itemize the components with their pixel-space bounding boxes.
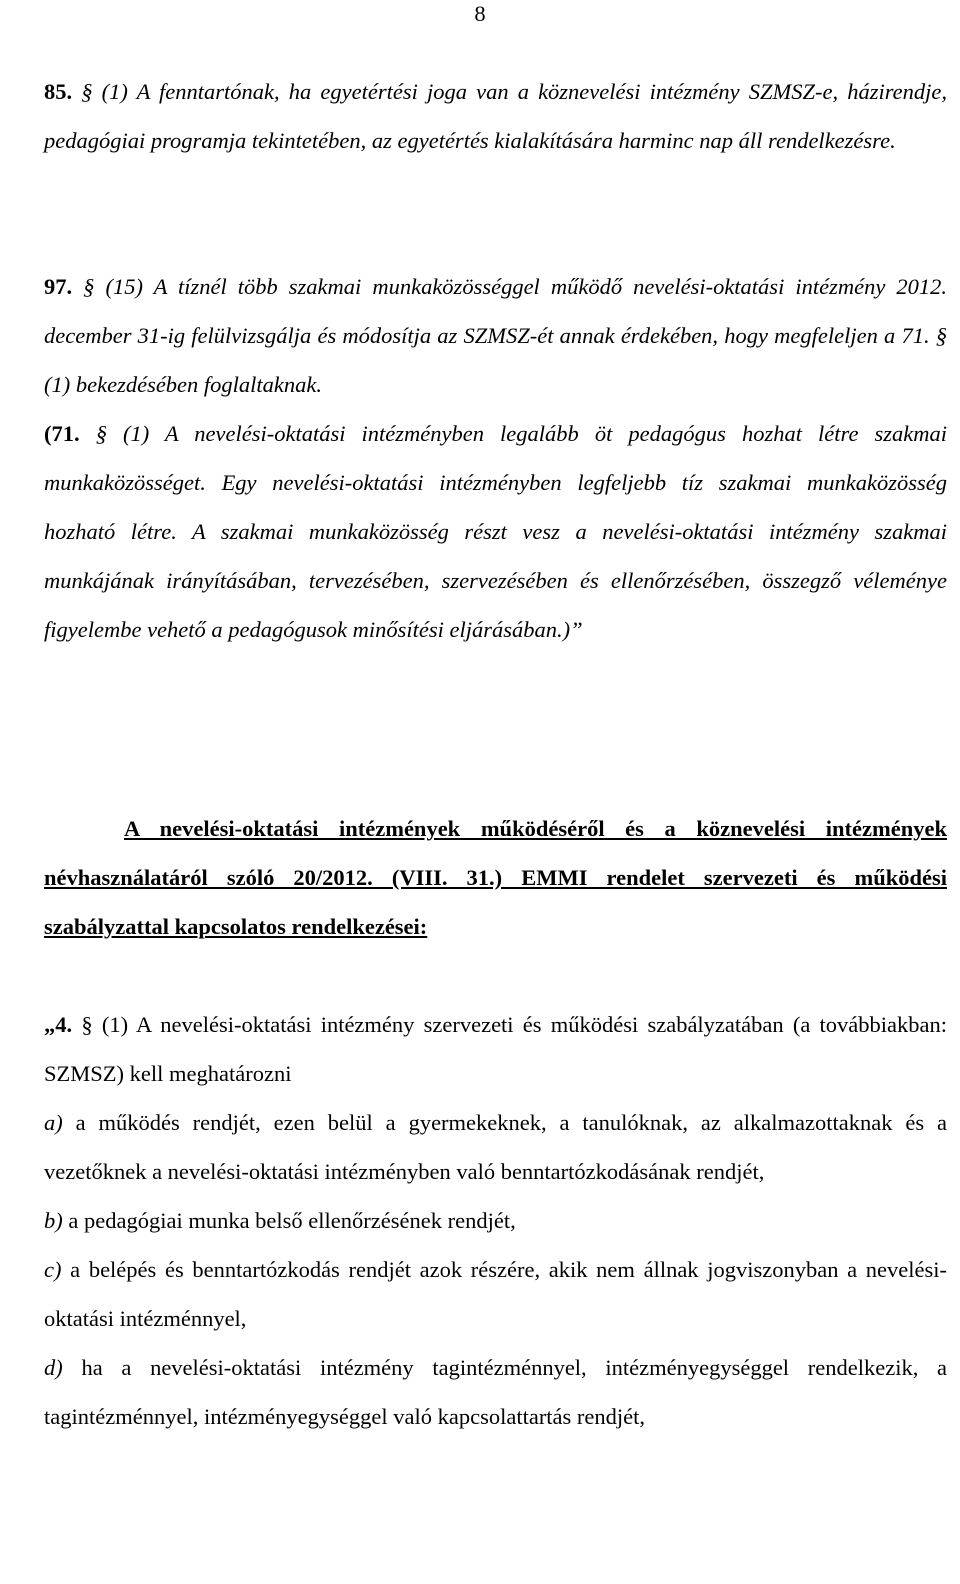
paragraph-text: § (1) A nevelési-oktatási intézmény szervezeti és működési szabályzatában (a továbbiakban: SZMSZ) kell meghatározni [44, 1012, 948, 1086]
paragraph-text: § (1) A fenntartónak, ha egyetértési joga van a köznevelési intézmény SZMSZ-e, házirendje, pedagógiai programja tekintetében, az egyetértés kialakítására harminc nap áll rendelkezésre. [44, 79, 947, 153]
section-number: „4. [44, 1012, 73, 1037]
list-item [44, 1098, 947, 1196]
paragraph-71 [44, 409, 947, 654]
item-list [44, 1098, 947, 1441]
item-text: ha a nevelési-oktatási intézmény tagintézménnyel, intézményegységgel rendelkezik, a tagintézménnyel, intézményegységgel való kapcsolattartás rendjét, [44, 1355, 947, 1429]
page-number: 8 [474, 1, 486, 26]
list-item [44, 1196, 947, 1245]
paragraph-85 [44, 67, 947, 165]
paragraph-4 [44, 1000, 947, 1098]
item-text: a belépés és benntartózkodás rendjét azok részére, akik nem állnak jogviszonyban a nevelési-oktatási intézménnyel, [44, 1257, 947, 1331]
section-number: 85. [44, 79, 73, 104]
section-number: (71. [44, 421, 80, 446]
list-item [44, 1245, 947, 1343]
item-label: c) [44, 1257, 62, 1282]
item-label: d) [44, 1355, 63, 1380]
item-label: a) [44, 1110, 63, 1135]
item-text: a pedagógiai munka belső ellenőrzésének rendjét, [68, 1208, 516, 1233]
paragraph-text: § (15) A tíznél több szakmai munkaközösséggel működő nevelési-oktatási intézmény 2012. december 31-ig felülvizsgálja és módosítja az SZMSZ-ét annak érdekében, hogy megfeleljen a 71. § (1) bekezdésében foglaltaknak. [44, 274, 947, 397]
paragraph-text: § (1) A nevelési-oktatási intézményben legalább öt pedagógus hozhat létre szakmai munkaközösséget. Egy nevelési-oktatási intézményben legfeljebb tíz szakmai munkaközösség hozható létre. A szakmai munkaközösség részt vesz a nevelési-oktatási intézmény szakmai munkájának irányításában, tervezésében, szervezésében és ellenőrzésében, összegző véleménye figyelembe vehető a pedagógusok minősítési eljárásában.)” [44, 421, 947, 642]
item-label: b) [44, 1208, 63, 1233]
section-heading: A nevelési-oktatási intézmények működéséről és a köznevelési intézmények névhasználatáról szóló 20/2012. (VIII. 31.) EMMI rendelet szervezeti és működési szabályzattal kapcsolatos rendelkezései: [44, 816, 947, 939]
item-text: a működés rendjét, ezen belül a gyermekeknek, a tanulóknak, az alkalmazottaknak és a vezetőknek a nevelési-oktatási intézményben való benntartózkodásának rendjét, [44, 1110, 947, 1184]
paragraph-97 [44, 262, 947, 409]
list-item [44, 1343, 947, 1441]
section-number: 97. [44, 274, 73, 299]
